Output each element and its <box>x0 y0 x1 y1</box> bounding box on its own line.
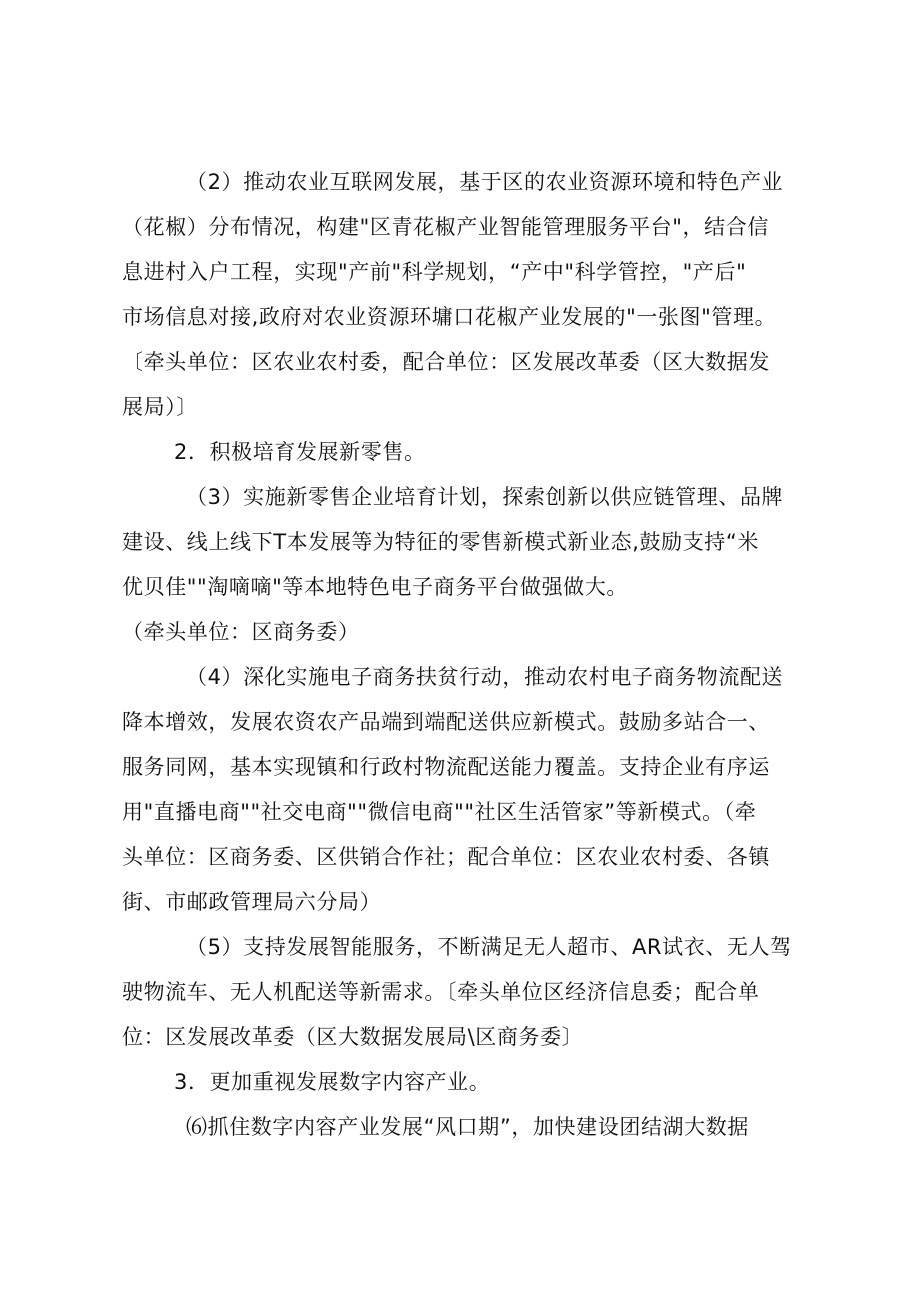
paragraph-5-line-1: （5）支持发展智能服务，不断满足无人超市、AR试衣、无人驾 <box>186 935 792 959</box>
section-2-heading: 2．积极培育发展新零售。 <box>174 440 426 464</box>
paragraph-6-line-1: ⑹抓住数字内容产业发展“风口期”，加快建设团结湖大数据 <box>186 1115 749 1139</box>
paragraph-2-line-4: 市场信息对接,政府对农业资源环墉口花椒产业发展的"一张图"管理。 <box>122 305 777 329</box>
paragraph-2-line-3: 息进村入户工程，实现"产前"科学规划，“产中"科学管控，"产后" <box>122 260 747 284</box>
paragraph-4-line-2: 降本增效，发展农资农产品端到端配送供应新模式。鼓励多站合一、 <box>122 710 770 734</box>
paragraph-2-line-5: 〔牵头单位：区农业农村委，配合单位：区发展改革委（区大数据发 <box>122 350 770 374</box>
paragraph-5-line-3: 位：区发展改革委（区大数据发展局\区商务委〕 <box>122 1025 584 1049</box>
paragraph-5-line-2: 驶物流车、无人机配送等新需求。〔牵头单位区经济信息委；配合单 <box>122 980 760 1004</box>
paragraph-4-line-5: 头单位：区商务委、区供销合作社；配合单位：区农业农村委、各镇 <box>122 845 770 869</box>
paragraph-3-line-4: （牵头单位：区商务委） <box>122 620 360 644</box>
paragraph-3-line-1: （3）实施新零售企业培育计划，探索创新以供应链管理、品牌 <box>186 485 784 509</box>
paragraph-2-line-2: （花椒）分布情况，构建"区青花椒产业智能管理服务平台"，结合信 <box>122 215 769 239</box>
paragraph-2-line-1: （2）推动农业互联网发展，基于区的农业资源环境和特色产业 <box>186 170 784 194</box>
paragraph-4-line-6: 街、市邮政管理局六分局） <box>122 890 382 914</box>
paragraph-4-line-4: 用"直播电商""社交电商""微信电商""社区生活管家”等新模式。（牵 <box>122 800 757 824</box>
paragraph-2-line-6: 展局）〕 <box>122 395 198 419</box>
paragraph-4-line-3: 服务同网，基本实现镇和行政村物流配送能力覆盖。支持企业有序运 <box>122 755 770 779</box>
paragraph-4-line-1: （4）深化实施电子商务扶贫行动，推动农村电子商务物流配送 <box>186 665 784 689</box>
paragraph-3-line-3: 优贝佳""淘嘀嘀"等本地特色电子商务平台做强做大。 <box>122 575 628 599</box>
section-3-heading: 3．更加重视发展数字内容产业。 <box>174 1070 491 1094</box>
paragraph-3-line-2: 建设、线上线下T本发展等为特征的零售新模式新业态,鼓励支持“米 <box>122 530 759 554</box>
